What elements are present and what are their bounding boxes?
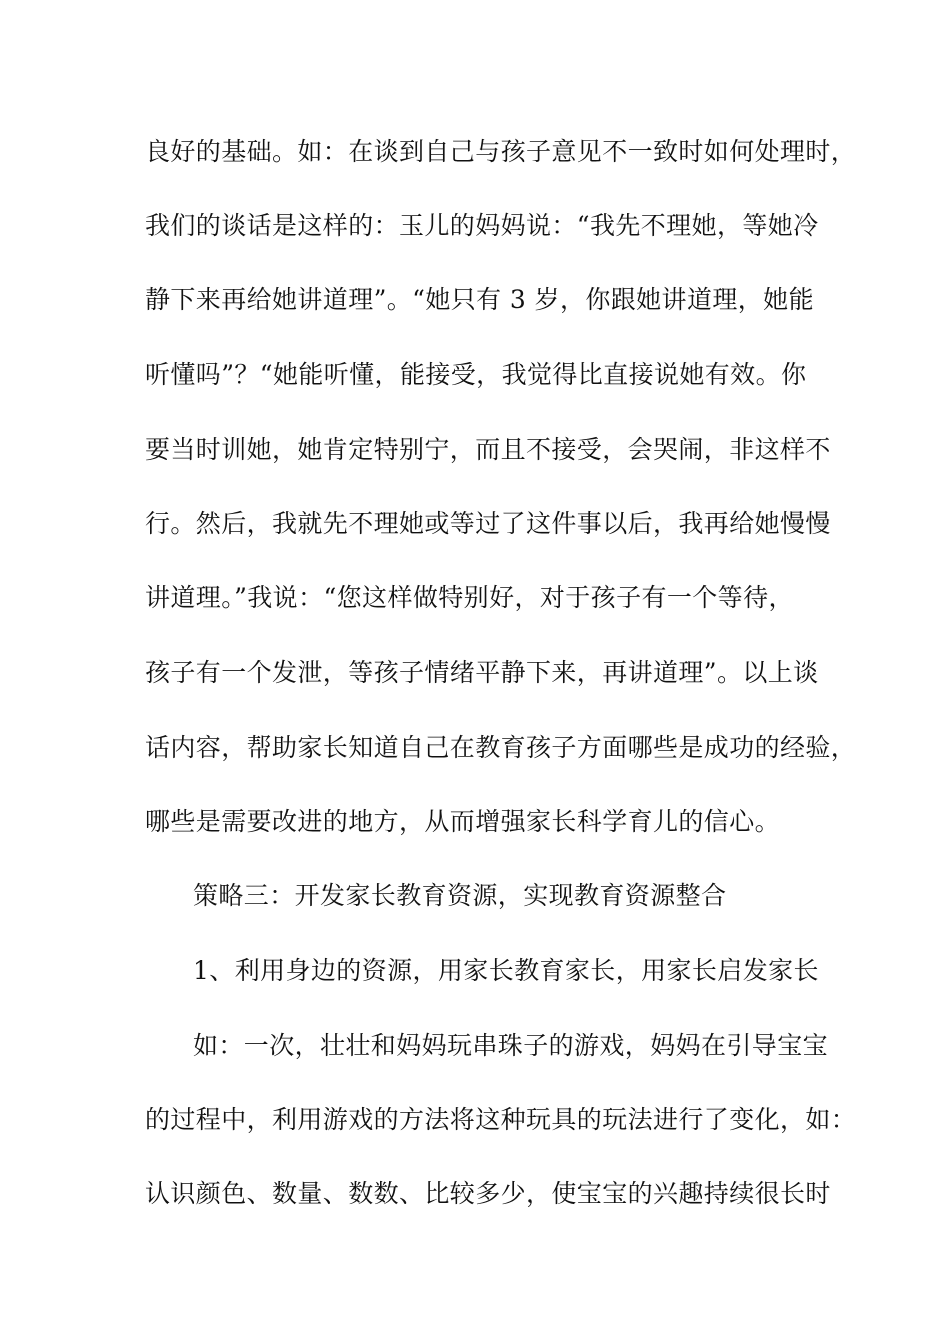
text-line: 听懂吗”？“她能听懂，能接受，我觉得比直接说她有效。你	[145, 360, 807, 389]
text-line: 我们的谈话是这样的：玉儿的妈妈说：“我先不理她，等她冷	[145, 211, 819, 240]
text-line: 讲道理。”我说：“您这样做特别好，对于孩子有一个等待，	[145, 583, 794, 612]
paragraph-start-line: 如：一次，壮壮和妈妈玩串珠子的游戏，妈妈在引导宝宝	[193, 1031, 829, 1060]
text-line: 要当时训她，她肯定特别宁，而且不接受，会哭闹，非这样不	[145, 435, 831, 464]
text-line: 行。然后，我就先不理她或等过了这件事以后，我再给她慢慢	[145, 509, 831, 538]
text-line: 认识颜色、数量、数数、比较多少，使宝宝的兴趣持续很长时	[145, 1179, 831, 1208]
text-line: 哪些是需要改进的地方，从而增强家长科学育儿的信心。	[145, 807, 781, 836]
section-heading: 策略三：开发家长教育资源，实现教育资源整合	[193, 881, 727, 910]
text-line: 良好的基础。如：在谈到自己与孩子意见不一致时如何处理时，	[145, 137, 857, 166]
subsection-heading: 1、利用身边的资源，用家长教育家长，用家长启发家长	[193, 956, 819, 985]
text-line: 静下来再给她讲道理”。“她只有 3 岁，你跟她讲道理，她能	[145, 285, 814, 314]
text-line: 孩子有一个发泄，等孩子情绪平静下来，再讲道理”。以上谈	[145, 658, 819, 687]
text-line: 的过程中，利用游戏的方法将这种玩具的玩法进行了变化，如：	[145, 1105, 857, 1134]
text-line: 话内容，帮助家长知道自己在教育孩子方面哪些是成功的经验，	[145, 733, 857, 762]
